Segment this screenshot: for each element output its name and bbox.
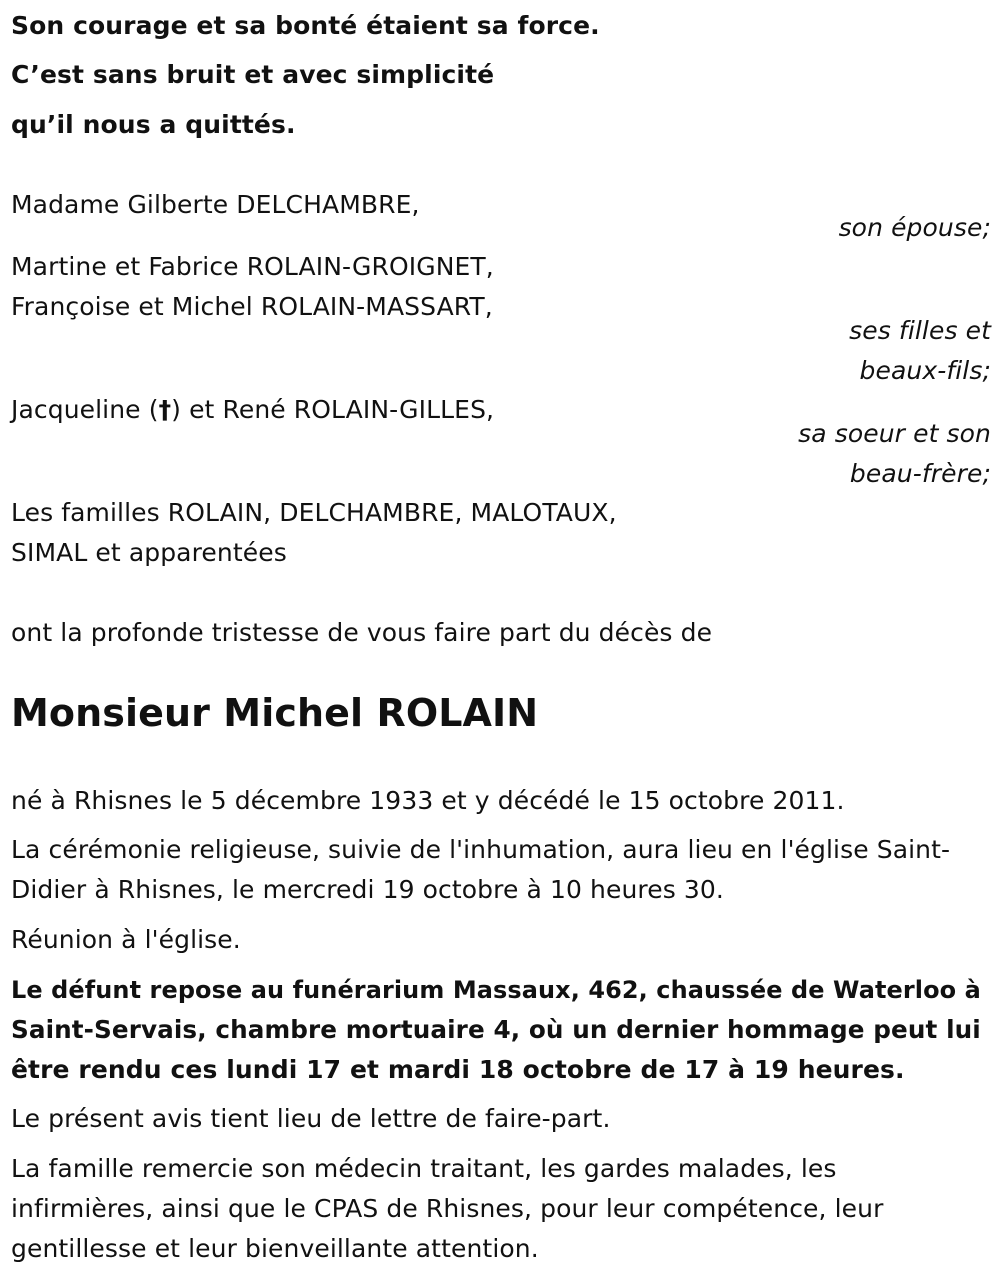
birth-death: né à Rhisnes le 5 décembre 1933 et y décédé le 15 octobre 2011.: [11, 786, 845, 815]
daughters-role-line-1: ses filles et: [849, 316, 991, 345]
funerarium-line-3: être rendu ces lundi 17 et mardi 18 octobre de 17 à 19 heures.: [11, 1055, 905, 1084]
epitaph-line-2: C’est sans bruit et avec simplicité: [11, 60, 495, 89]
reunion: Réunion à l'église.: [11, 925, 241, 954]
notice: Le présent avis tient lieu de lettre de faire-part.: [11, 1104, 611, 1133]
deceased-name: Monsieur Michel ROLAIN: [11, 691, 539, 735]
spouse-role: son épouse;: [838, 213, 991, 242]
funerarium-line-1: Le défunt repose au funérarium Massaux, 462, chaussée de Waterloo à: [11, 976, 981, 1004]
sister-name: [11, 390, 494, 430]
thanks-line-3: gentillesse et leur bienveillante attention.: [11, 1234, 539, 1263]
sister-role-line-2: beau-frère;: [849, 459, 991, 488]
announcement: ont la profonde tristesse de vous faire part du décès de: [11, 618, 713, 647]
daughters-role-line-2: beaux-fils;: [859, 356, 991, 385]
dagger-icon: †: [158, 395, 172, 424]
funerarium-line-2: Saint-Servais, chambre mortuaire 4, où un dernier hommage peut lui: [11, 1015, 981, 1044]
ceremony-line-2: Didier à Rhisnes, le mercredi 19 octobre à 10 heures 30.: [11, 875, 724, 904]
ceremony-line-1: La cérémonie religieuse, suivie de l'inhumation, aura lieu en l'église Saint-: [11, 835, 951, 864]
spouse-name: Madame Gilberte DELCHAMBRE,: [11, 190, 420, 219]
epitaph-line-3: qu’il nous a quittés.: [11, 110, 296, 139]
thanks-line-1: La famille remercie son médecin traitant, les gardes malades, les: [11, 1154, 837, 1183]
thanks-line-2: infirmières, ainsi que le CPAS de Rhisnes, pour leur compétence, leur: [11, 1194, 884, 1223]
families-line-1: Les familles ROLAIN, DELCHAMBRE, MALOTAUX,: [11, 498, 617, 527]
daughter-line-1: Martine et Fabrice ROLAIN-GROIGNET,: [11, 252, 494, 281]
daughter-line-2: Françoise et Michel ROLAIN-MASSART,: [11, 292, 493, 321]
sister-name-rest: ) et René ROLAIN-GILLES,: [171, 395, 495, 424]
sister-role-line-1: sa soeur et son: [798, 419, 991, 448]
epitaph-line-1: Son courage et sa bonté étaient sa force.: [11, 11, 600, 40]
sister-name-first: Jacqueline (: [11, 395, 159, 424]
obituary-page: [11, 0, 991, 1284]
families-line-2: SIMAL et apparentées: [11, 538, 287, 567]
